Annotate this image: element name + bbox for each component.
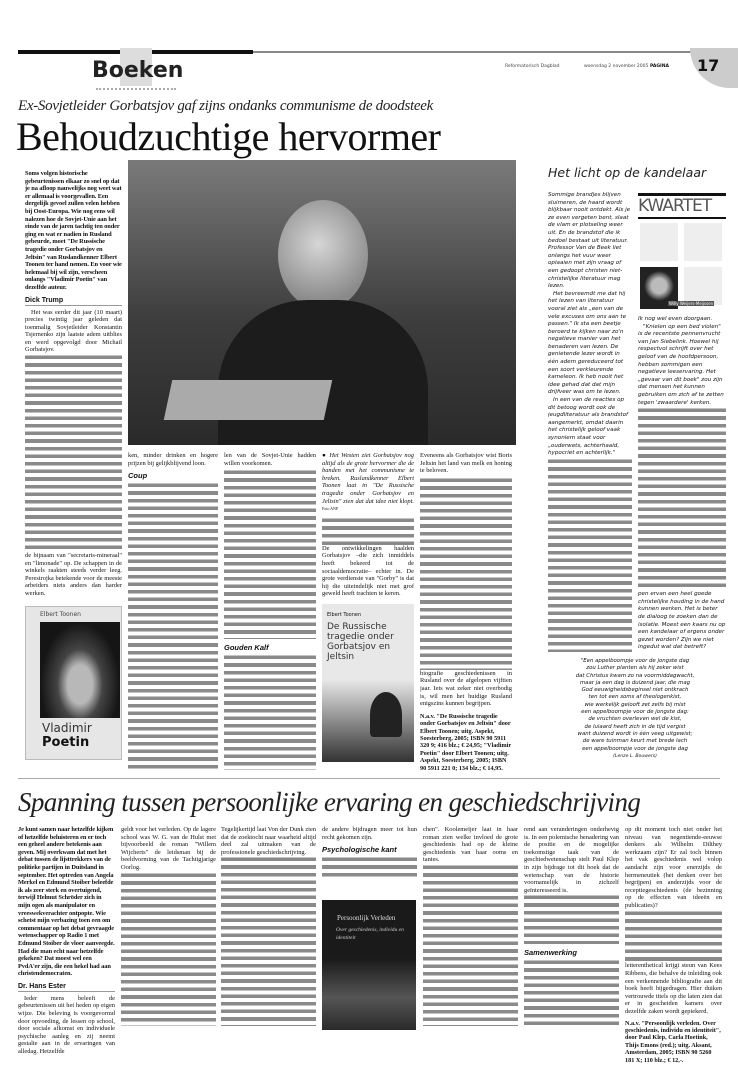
body-text-block — [128, 482, 218, 770]
subhead-gouden-kalf: Gouden Kalf — [224, 643, 269, 653]
article-intro: Soms volgen historische gebeurtenissen elkaar zo snel op dat je na afloop nauwelijks nog weet wat er allemaal is voorgevallen. Een dergelijk gevoel zullen velen hebben bij Oost-Europa. Wie nog eens wil nalezen hoe de Sovjet-Unie aan het einde van de jaren tachtig ten onder ging en wat er nadien in Rusland gebeurde, moet "De Russische tragedie onder Gorbatsjov en Jeltsin" van Ruslandkenner Elbert Toonen ter hand nemen. En voor wie helemaal bij wil zijn, verscheen onlangs "Vladimir Poetin" van dezelfde auteur. — [25, 170, 122, 291]
page-number: 17 — [697, 56, 720, 75]
caption-text: Het Westen ziet Gorbatsjov nog altijd als de grote hervormer die de banden met het communisme te breken. Ruslandkenner Elbert Toonen laat in "De Russische tragedie onder Gorbatsjov en Jeltsin" zien dat dat idee niet klopt. — [322, 452, 414, 505]
column-text: chen". Koolemeijer laat in haar roman zien welke invloed de grote geschiedenis had op de kleine geschiedenis van haar ooms en tantes. — [423, 826, 518, 864]
body-text-block — [322, 856, 417, 879]
poem-line: God eeuwigheidsbeginsel niet ontkrach — [581, 687, 689, 694]
body-text-block — [423, 864, 518, 1026]
article2-col7 — [625, 826, 722, 1064]
article-body-start: Het was eerder dit jaar (10 maart) precies twintig jaar geleden dat toenmalig Sovjetleider Konstantin Tsjernenko zijn laatste adem uitblies en werd opgevolgd door Michail Gorbatsjov. — [25, 308, 122, 354]
portrait-name: Willy Weijers-Meijssen — [669, 301, 714, 306]
column-text: Eveneens als Gorbatsjov wist Boris Jeltsin het land van melk en honing te beloven. — [420, 452, 512, 475]
body-text-block — [224, 654, 316, 770]
article2-col5 — [423, 826, 518, 1026]
article2-col6 — [524, 826, 619, 1026]
subhead-psychologische-kant: Psychologische kant — [322, 845, 397, 855]
book-title-line2: Poetin — [42, 735, 90, 750]
book-author: Elbert Toonen — [327, 612, 362, 618]
kwartet-rule — [638, 217, 726, 219]
article2-title: Spanning tussen persoonlijke ervaring en geschiedschrijving — [18, 787, 641, 817]
poem-attribution: (Lenze L. Bouwers) — [613, 753, 657, 759]
article-body-end: de bijnaam van "secretaris-mineraal" en "limonade" op. De schappen in de winkels raakten steeds verder leeg. Perestrojka betekende voor de meeste arbeiders niets anders dan harder werken. — [25, 552, 122, 597]
column-text: len van de Sovjet-Unie hadden willen voorkomen. — [224, 452, 316, 467]
header-date: woensdag 2 november 2005 — [584, 64, 649, 69]
column-text: Tegelijkertijd laat Von der Dunk zien dat de zoektocht naar waarheid altijd deel zal uitmaken van de professionele geschiedschrijving. — [221, 826, 316, 856]
photo-lectern — [164, 380, 333, 420]
author-byline: Dick Trump — [25, 297, 122, 306]
article1-col2 — [128, 452, 218, 770]
poem-line: ten tot een soms af theologenkist, — [588, 694, 682, 701]
gorbatsjov-photo — [128, 160, 516, 445]
bullet-icon: ● — [322, 452, 330, 459]
book-source: N.a.v. "Persoonlijk verleden. Over geschiedenis, individu en identiteit", door Paul Klep, Carla Hoetink, Thijs Emons (red.); uitg. Aksant, Amsterdam, 2005; ISBN 90 5260 181 X; 110 blz.; € 12,-. — [625, 1019, 721, 1064]
header-rule-gray — [253, 51, 693, 53]
body-text-block — [322, 517, 414, 545]
poem-line: een appelboompje voor de jongste dag — [582, 745, 688, 752]
column-paragraph: Ik nog wel even doorgaan. — [638, 316, 713, 322]
column-left — [548, 192, 632, 652]
article1-left-column — [25, 170, 122, 550]
column-poem — [560, 658, 710, 760]
book-author: Elbert Toonen — [40, 611, 81, 618]
photo-caption — [322, 452, 414, 513]
column-paragraph: "Knielen op een bed violen" is de recentste pennenvrucht van Jan Siebelink. Hoewel hij respectvol schrijft over het geloof van de hoofdpersoon, hebben sommigen een negatieve leeservaring. Het „gevaar van dit boek" zou zijn dat mensen het kunnen gebruiken om zich af te zetten tegen 'zwaardere' kerken. — [638, 323, 724, 406]
author-byline: Dr. Hans Ester — [18, 983, 115, 992]
article-kicker: Ex-Sovjetleider Gorbatsjov gaf zijns ondanks communisme de doodsteek — [18, 98, 433, 114]
subhead-samenwerking: Samenwerking — [524, 948, 577, 958]
kwartet-box — [638, 193, 726, 311]
book-title-line1: Vladimir — [42, 721, 92, 735]
body-text-block — [25, 354, 122, 550]
poem-line: de luiaard heeft zich in de tijd vergist — [584, 723, 686, 730]
column-text: de andere bijdragen meer tot hun recht gekomen zijn. — [322, 826, 417, 841]
book-subtitle: Over geschiedenis, individu en identiteit — [336, 927, 404, 941]
book-title: Persoonlijk Verleden — [337, 914, 396, 922]
column-paragraph: pen ervan een heel goede christelijke houding in de hand kunnen werken. Het is beter de dialoog te zoeken dan de isolatie. Moest een kaars nu op een kandelaar of ergens onder gezet worden? Zijn we niet ingedut wat dat betreft? — [638, 591, 726, 651]
article2-col3 — [221, 826, 316, 1026]
article2-col1 — [18, 826, 115, 1056]
article2-col2 — [121, 826, 216, 1026]
article2-col4 — [322, 826, 417, 879]
article-title: Behoudzuchtige hervormer — [16, 114, 441, 159]
article1-col3 — [224, 452, 316, 770]
article-closing: biografie geschiedenissen in Rusland over de afgelopen vijftien jaar. Iets wat zeker niet overbodig is, wil men het huidige Rusland enigszins kunnen begrijpen. — [420, 669, 512, 708]
article1-col5 — [420, 452, 512, 772]
article-closing: letterenthetical krijgt steun van Kees Ribbens, die behalve de inleiding ook een verkennende bibliografie aan dit boek heeft bijgedragen. Hier duiken vertrouwde titels op die laten zien dat er in gescheiden kamers over dezelfde zaken wordt gepiekerd. — [625, 962, 722, 1015]
book-source: N.a.v. "De Russische tragedie onder Gorbatsjov en Jeltsin" door Elbert Toonen; uitg. Aspekt, Soesterberg, 2005; ISBN 90 5911 320 9; 416 blz.; € 24,95; "Vladimir Poetin" door Elbert Toonen; uitg. Aspekt, Soesterberg, 2005; ISBN 90 5911 221 0; 134 blz.; € 14,95. — [420, 712, 511, 772]
poem-line: want duizend wordt in één veeg uitgewist; — [577, 730, 693, 737]
book-cover-poetin — [25, 606, 122, 760]
kwartet-rubric: KWARTET — [638, 196, 712, 216]
column-text: op dit moment toch niet onder het niveau van negentiende-eeuwse denkers als Wilhelm Dilthey werkzaam zijn? Er zal toch binnen het vak geschiedenis wel volop aandacht zijn voor enerzijds de hermeneutiek (het denken over het begrijpen) en anderzijds voor de receptiegeschiedenis (de bezinning op de effecten van ideeën en publicaties)? — [625, 826, 722, 909]
body-text-block — [638, 407, 726, 591]
column-paragraph: Sommige brandjes blijven sluimeren, de haard wordt blijkbaar nooit ontdekt. Als je ze even vergeten bent, slaat de vlam er plotseling weer uit. En de brandstof die ik bedoel bestaat uit literatuur. Professor Van de Beek liet onlangs het vuur weer oplaaien met zijn vraag of een gedoopt christen niet-christelijke literatuur mag lezen. — [548, 192, 631, 290]
poem-line: wie werkelijk gelooft zet zelfs bij mist — [584, 701, 686, 708]
body-text-block — [121, 872, 216, 1026]
column-paragraph: In een van de reacties op dit betoog wordt ook de jeugdliteratuur als brandstof aangemerkt, omdat daarin het christelijk geloof vaak synoniem staat voor „ouderwets, achterhaald, hypocriet en achterlijk." — [548, 397, 629, 457]
dotted-rule — [96, 88, 176, 90]
body-text-block — [420, 477, 512, 670]
section-divider — [18, 778, 720, 779]
page-label: PAGINA — [650, 64, 669, 69]
book-cover-russische-tragedie — [322, 604, 414, 762]
column-title: Het licht op de kandelaar — [548, 165, 707, 180]
column-text: rend aan veranderingen onderhevig is. In een polemische benadering van de positie en de mogelijke toekomstige taak van de geschiedwetenschap stelt Paul Klep in zijn bijdrage tot dit boek dat de wetenschap van de historie voornamelijk in zichzelf geïnteresseerd is. — [524, 826, 619, 894]
photo-figure-head — [278, 200, 368, 310]
paper-name: Reformatorisch Dagblad — [505, 64, 560, 69]
article2-intro: Je kunt samen naar hetzelfde kijken of hetzelfde beluisteren en er toch een geheel andere betekenis aan geven. Mij overkwam dat met het debat tussen de lijsttrekkers van de politieke partijen in Duitsland in september. Het optreden van Angela Merkel en Edmund Stoiber beleefde ik als zeer sterk en overtuigend, terwijl Helmut Schröder zich in mijn ogen als manipulator en vreeswekverachter ontpopte. Wie schetst mijn verbazing toen een om commentaar op het debat gevraagde wetenschapper op Radio 1 met Edmund Stoiber de vloer aanveegde. Had die man echt naar hetzelfde gekeken? Dat moest wel een PvdA'er zijn, die een hekel had aan christendemocraten. — [18, 826, 115, 978]
body-text-block — [524, 959, 619, 1026]
section-title: Boeken — [92, 58, 184, 83]
portrait-faded — [684, 267, 722, 305]
poem-line: de vruchten overleven wel de kist, — [588, 716, 682, 723]
poem-line: "Een appelboompje voor de jongste dag — [580, 658, 690, 664]
poem-line: zou Luther planten als hij zeker wist — [586, 665, 684, 672]
column-text: De ontwikkelingen haalden Gorbatsjov –die zich inmiddels heeft bekeerd tot de sociaaldemocratie– echter in. De grote verdienste van "Gorby" is dat hij die uiteindelijk niet met grof geweld heeft trachten te keren. — [322, 544, 414, 598]
body-text-block — [221, 856, 316, 1026]
body-text-block — [524, 894, 619, 944]
poem-line: dat Christus kwam zo na voormiddagwacht, — [575, 672, 695, 679]
column-text: ken, minder drinken en hogere prijzen bij gelijkblijvend loon. — [128, 452, 218, 467]
column-right — [638, 316, 726, 652]
poem-line: de ware tuinman keurt met brede lach — [582, 738, 688, 745]
body-text-block — [548, 458, 632, 652]
poem-line: een appelboompje voor de jongste dag: — [581, 709, 689, 716]
subhead-coup: Coup — [128, 471, 148, 481]
portrait-faded — [684, 223, 722, 261]
article1-col4 — [322, 452, 414, 598]
body-text-block — [625, 910, 722, 963]
article2-body-start: Ieder mens beleeft de gebeurtenissen uit het heden op eigen wijze. Die beleving is voorgevormd door opvoeding, de lessen op school, door sociale afkomst en individuele psychische aanleg en zij neemt gestalte aan in de ervaringen van alledag. Hetzelfde — [18, 994, 115, 1056]
onion-dome — [370, 692, 402, 737]
poem-line: maar ja een dag is duizend jaar, die mag — [579, 679, 691, 686]
book-cover-persoonlijk-verleden — [322, 900, 416, 1030]
column-paragraph: Het bevreemdt me dat hij het lezen van literatuur vooral ziet als „een van de vele excuses om ons aan te passen." Ik sta een beetje beroerd te kijken naar zo'n negatieve manier van het benaderen van lezen. De genietende lezer wordt in één adem gereduceerd tot een soort verkleurende kameleon. Ik heb nooit het idee gehad dat dat mijn drijfveer was om te lezen. — [548, 290, 627, 396]
column-text: geldt voor het verleden. Op de lagere school was W. G. van de Hulst met bijvoorbeeld de roman "Willem Wijcherts" de leidsman bij de beeldvorming van de Tachtigjarige Oorlog. — [121, 826, 216, 871]
photo-figure-body — [218, 300, 428, 445]
portrait-faded — [640, 223, 678, 261]
photo-credit: Foto ANP — [322, 506, 339, 512]
body-text-block — [224, 469, 316, 639]
book-photo — [40, 622, 120, 718]
book-title: De Russische tragedie onder Gorbatsjov en Jeltsin — [327, 622, 394, 662]
